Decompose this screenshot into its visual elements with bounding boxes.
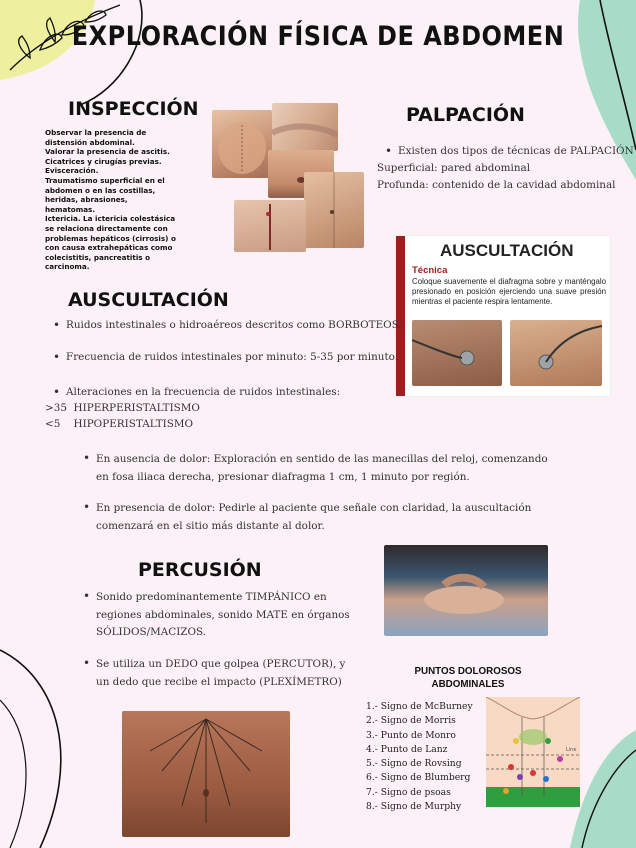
diagram-line-label: Line <box>566 747 577 753</box>
puntos-list <box>366 700 473 814</box>
list-item: 6.- Signo de Blumberg <box>366 772 471 784</box>
jaundice-abdomen-photo <box>304 172 364 248</box>
inspeccion-line: Ictericia. La ictericia colestásica se relaciona directamente con problemas hepáticos (cirrosis) o con causa extrahepáticas como colecistitis, pancreatitis o carcinoma. <box>45 214 176 272</box>
distended-abdomen-photo <box>212 110 272 178</box>
palpacion-heading: PALPACIÓN <box>406 104 525 126</box>
puntos-diagram <box>486 697 580 807</box>
card-heading: AUSCULTACIÓN <box>440 241 574 260</box>
palpacion-superficial: Superficial: pared abdominal <box>377 162 531 174</box>
inspeccion-line: Valorar la presencia de ascitis. <box>45 147 170 157</box>
inspeccion-line: Cicatrices y cirugías previas. <box>45 156 162 166</box>
auscultacion-bullet-4: • En ausencia de dolor: Exploración en sentido de las manecillas del reloj, comenzando en fosa iliaca derecha, presionar diafragma 1 cm, 1 minuto por región. <box>96 451 556 486</box>
card-subheading: Técnica <box>412 265 448 276</box>
corner-decoration-top-left <box>0 0 160 110</box>
stethoscope-photo-1 <box>412 320 502 386</box>
list-item: 2.- Signo de Morris <box>366 715 456 727</box>
inspeccion-heading: INSPECCIÓN <box>68 98 199 120</box>
page-title: EXPLORACIÓN FÍSICA DE ABDOMEN <box>71 20 565 52</box>
percusion-bullet-2: • Se utiliza un DEDO que golpea (PERCUTOR), y un dedo que recibe el impacto (PLEXÍMETRO) <box>96 656 346 691</box>
auscultacion-bullet-3: • Alteraciones en la frecuencia de ruidos intestinales: <box>66 385 340 400</box>
list-item: 5.- Signo de Rovsing <box>366 758 462 770</box>
stethoscope-photo-2 <box>510 320 602 386</box>
inspeccion-text <box>45 128 177 272</box>
auscultacion-heading: AUSCULTACIÓN <box>68 289 229 311</box>
abdomen-palpation-photo <box>272 103 338 151</box>
list-item: 8.- Signo de Murphy <box>366 801 462 813</box>
hipoperistaltismo-line: <5 HIPOPERISTALTISMO <box>45 418 194 430</box>
auscultacion-tecnica-card <box>396 236 610 396</box>
inspeccion-line: Observar la presencia de distensión abdominal. <box>45 128 147 147</box>
list-item: 7.- Signo de psoas <box>366 786 451 798</box>
palpacion-profunda: Profunda: contenido de la cavidad abdominal <box>377 179 616 191</box>
inspeccion-line: Evisceración. <box>45 166 99 176</box>
inspeccion-line: Traumatismo superficial en el abdomen o en las costillas, heridas, abrasiones, hematomas. <box>45 175 165 214</box>
auscultacion-bullet-2: • Frecuencia de ruidos intestinales por minuto: 5-35 por minuto. <box>66 350 398 365</box>
percusion-bullet-1: • Sonido predominantemente TIMPÁNICO en regiones abdominales, sonido MATE en órganos SÓLIDOS/MACIZOS. <box>96 589 366 642</box>
percussion-photo <box>384 545 548 636</box>
palpacion-bullet: • Existen dos tipos de técnicas de PALPACIÓN <box>398 144 634 159</box>
list-item: 1.- Signo de McBurney <box>366 701 473 712</box>
list-item: 3.- Punto de Monro <box>366 729 456 741</box>
abdomen-regions-photo <box>122 711 290 837</box>
puntos-heading: PUNTOS DOLOROSOS ABDOMINALES <box>414 666 522 690</box>
auscultacion-bullet-1: • Ruidos intestinales o hidroaéreos descritos como BORBOTEOS. <box>66 318 402 333</box>
card-accent-bar <box>396 236 405 396</box>
hiperperistaltismo-line: >35 HIPERPERISTALTISMO <box>45 402 200 414</box>
surgical-scar-photo <box>234 200 306 252</box>
list-item: 4.- Punto de Lanz <box>366 743 448 755</box>
percusion-heading: PERCUSIÓN <box>138 559 262 581</box>
auscultacion-bullet-5: • En presencia de dolor: Pedirle al paciente que señale con claridad, la auscultación comenzará en el sitio más distante al dolor. <box>96 500 576 535</box>
card-text: Coloque suavemente el diafragma sobre y manténgalo presionado en posición ejerciendo una suave presión mientras el paciente respira lentamente. <box>412 277 606 307</box>
